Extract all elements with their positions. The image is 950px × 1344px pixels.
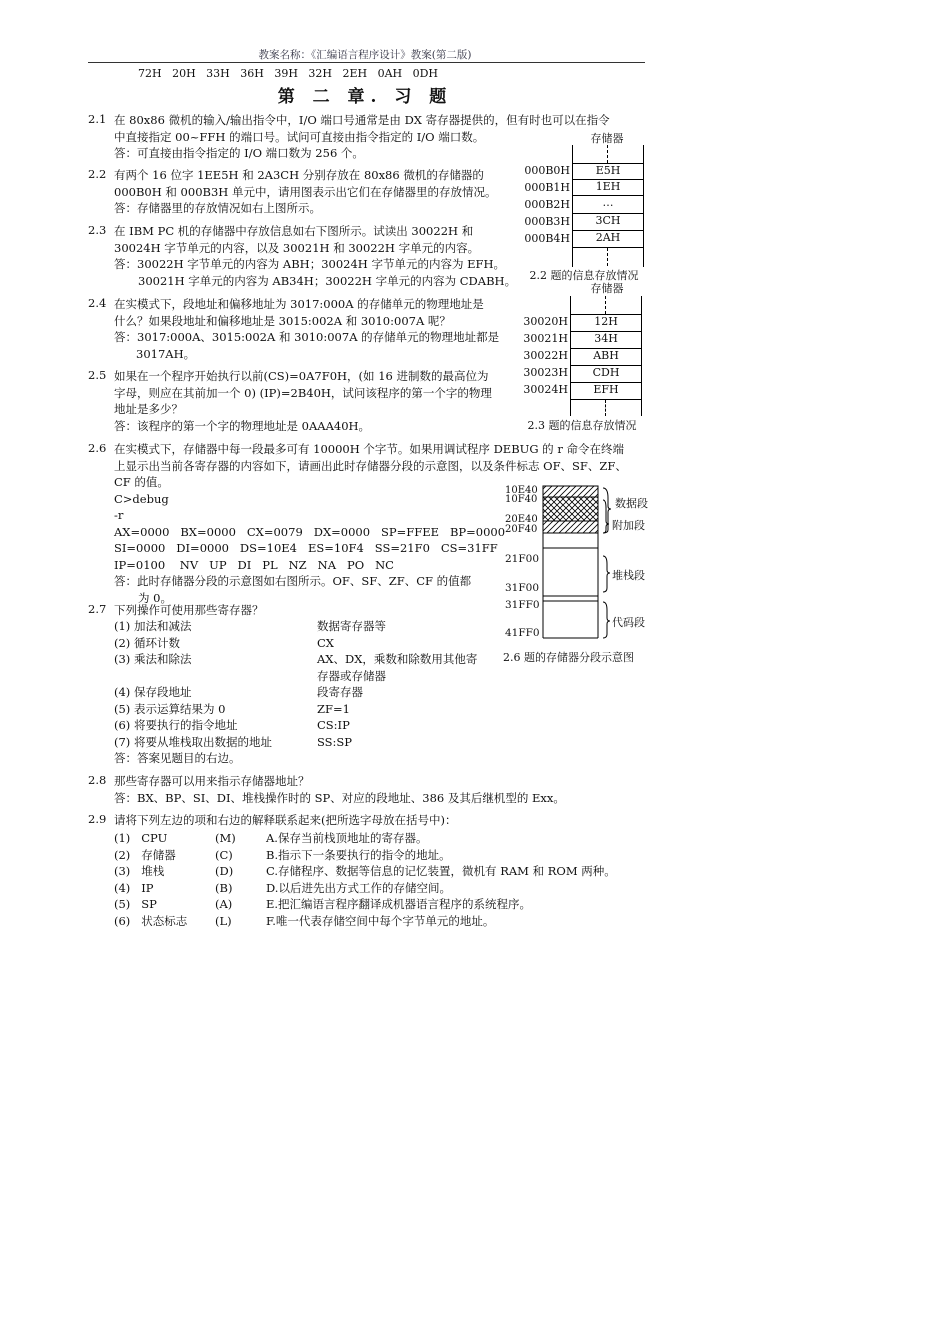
q2-1-text [114,112,610,162]
q2-6-cmd-debug: C>debug [114,491,169,506]
q2-5-answer: 答：该程序的第一个字的物理地址是 0AAA40H。 [114,418,371,433]
fig22-memory [572,145,644,267]
q2-8-text [114,773,565,806]
fig22-addr: 000B1H [524,181,570,194]
fig23-addr: 30021H [523,332,568,345]
q2-9-row [114,896,616,913]
q2-4-answer1: 答：3017:000A、3015:002A 和 3010:007A 的存储单元的物理地址都是 [114,330,500,344]
q2-1-number: 2.1 [88,112,107,126]
q2-1-line2: 中直接指定 00~FFH 的端口号。试问可直接由指令指定的 I/O 端口数。 [114,129,485,144]
fig22-caption: 2.2 题的信息存放情况 [529,269,639,282]
q2-9-term: (4) IP [114,880,154,895]
q2-7-operation: (2) 循环计数 [114,635,180,650]
fig26-addr: 41FF0 [505,627,540,639]
q2-3-line1: 在 IBM PC 机的存储器中存放信息如右下图所示。试读出 30022H 和 [114,224,474,238]
q2-5-line3: 地址是多少？ [114,402,183,416]
q2-6-line3: CF 的值。 [114,475,169,489]
fig22-addr: 000B2H [524,198,570,211]
q2-7-operation: (7) 将要从堆栈取出数据的地址 [114,734,272,749]
q2-6-flags-line: IP=0100 NV UP DI PL NZ NA PO NC [114,557,394,572]
q2-8-number: 2.8 [88,773,107,787]
q2-6-regs-line1: AX=0000 BX=0000 CX=0079 DX=0000 SP=FFEE BP=0000 [114,524,506,539]
q2-4-answer2: 3017AH。 [136,346,196,361]
fig26-data-top [543,486,598,497]
q2-8-answer: 答：BX、BP、SI、DI、堆栈操作时的 SP、对应的段地址、386 及其后继机型的 Exx。 [114,790,565,805]
chapter-title: 第 二 章. 习 题 [277,87,453,107]
q2-7-question: 下列操作可使用那些寄存器？ [114,603,264,617]
q2-7-row [114,717,477,734]
q2-2-line1: 有两个 16 位字 1EE5H 和 2A3CH 分别存放在 80x86 微机的存储器的 [114,168,484,182]
page-header: 教案名称：《汇编语言程序设计》教案(第二版) [258,49,472,61]
q2-9-definition: A.保存当前栈顶地址的寄存器。 [266,831,428,845]
q2-9-choice: (D) [215,864,234,878]
q2-9-table [114,830,616,929]
q2-7-answer: 答：答案见题目的右边。 [114,751,241,765]
q2-6-regs-line2: SI=0000 DI=0000 DS=10E4 ES=10F4 SS=21F0 CS=31FF [114,541,498,555]
q2-9-definition: D.以后进先出方式工作的存储空间。 [266,880,451,895]
q2-7-row [114,618,477,635]
q2-7-registers: 存器或存储器 [317,668,386,683]
fig26-seg-extra: 附加段 [612,519,645,532]
fig23-dash-bottom [605,400,606,416]
fig26-addr: 10E40 [505,485,538,496]
fig23-cell: CDH [571,365,641,382]
q2-9-question: 请将下列左边的项和右边的解释联系起来(把所选字母放在括号中)： [114,813,457,827]
q2-7-row [114,635,477,652]
q2-9-row [114,913,616,930]
q2-4-text [114,296,499,362]
fig23-addr: 30024H [523,383,568,396]
q2-5-line1: 如果在一个程序开始执行以前(CS)=0A7F0H，(如 16 进制数的最高位为 [114,369,489,383]
fig26-brace-code [603,602,610,638]
q2-5-text [114,368,492,434]
fig23-addr: 30020H [523,315,568,328]
q2-9-definition: F.唯一代表存储空间中每个字节单元的地址。 [266,913,495,928]
q2-3-text [114,223,516,289]
q2-3-number: 2.3 [88,223,107,237]
q2-9-choice: (C) [215,847,233,862]
q2-9-term: (3) 堆栈 [114,864,165,878]
q2-9-number: 2.9 [88,812,107,826]
q2-4-number: 2.4 [88,296,107,310]
fig26-seg-data: 数据段 [615,497,648,510]
fig23-label: 存储器 [590,282,624,295]
q2-7-number: 2.7 [88,602,107,616]
q2-9-choice: (B) [215,880,233,895]
q2-7-row [114,651,477,668]
q2-9-definition: B.指示下一条要执行的指令的地址。 [266,847,451,862]
q2-6-cmd-r: -r [114,508,124,522]
q2-7-row [114,684,477,701]
fig22-addr: 000B3H [524,215,570,228]
q2-7-registers: CS:IP [317,718,350,732]
q2-9-term: (1) CPU [114,831,168,845]
q2-7-registers: 段寄存器 [317,685,363,699]
fig22-cell: … [573,195,643,212]
fig26-addr: 10F40 [505,494,538,505]
fig22-addr: 000B4H [524,232,570,245]
q2-9-row [114,863,616,880]
q2-7-operation: (1) 加法和减法 [114,619,192,633]
q2-9-row [114,880,616,897]
q2-7-registers: ZF=1 [317,701,350,716]
fig22-cell: E5H [573,163,643,180]
fig26-caption: 2.6 题的存储器分段示意图 [503,651,634,664]
q2-9-row [114,830,616,847]
fig22-cell: 3CH [573,213,643,230]
fig23-cell: 12H [571,314,641,331]
fig26-addr: 31FF0 [505,599,540,611]
q2-7-registers: SS:SP [317,734,353,749]
fig23-cell: EFH [571,382,641,400]
q2-9-choice: (A) [215,897,233,911]
q2-1-answer: 答：可直接由指令指定的 I/O 端口数为 256 个。 [114,146,364,160]
q2-9-term: (2) 存储器 [114,847,176,862]
q2-1-line1: 在 80x86 微机的输入/输出指令中，I/O 端口号通常是由 DX 寄存器提供的，但有时也可以在指令 [114,113,610,127]
q2-7-operation: (5) 表示运算结果为 0 [114,701,226,716]
fig23-caption: 2.3 题的信息存放情况 [527,419,637,432]
q2-5-line2: 字母，则应在其前加一个 0) (IP)=2B40H，试问该程序的第一个字的物理 [114,385,492,400]
fig26-addr: 21F00 [505,553,540,565]
fig22-addr: 000B0H [524,164,570,177]
q2-9-definition: C.存储程序、数据等信息的记忆装置，微机有 RAM 和 ROM 两种。 [266,864,616,878]
q2-7-operation: (4) 保存段地址 [114,685,192,699]
fig23-cell: 34H [571,331,641,348]
fig23-cell: ABH [571,348,641,365]
q2-7-table [114,618,477,750]
fig22-dash-bottom [607,248,608,266]
fig22-label: 存储器 [590,132,624,145]
q2-6-answer2: 为 0。 [138,590,172,605]
fig23-addr: 30022H [523,349,568,362]
q2-3-line2: 30024H 字节单元的内容，以及 30021H 和 30022H 字单元的内容。 [114,240,480,255]
q2-7-registers: 数据寄存器等 [317,619,386,633]
q2-6-answer1: 答：此时存储器分段的示意图如右图所示。OF、SF、ZF、CF 的值都 [114,574,472,588]
q2-6-line2: 上显示出当前各寄存器的内容如下，请画出此时存储器分段的示意图，以及条件标志 OF、SF、ZF、 [114,458,627,473]
q2-7-registers: CX [317,635,334,650]
q2-9-term: (6) 状态标志 [114,913,188,928]
fig26-brace-stack [603,556,610,592]
fig22-cell: 2AH [573,230,643,248]
fig26-addr: 20E40 [505,514,538,525]
q2-9-row [114,847,616,864]
q2-7-registers: AX、DX，乘数和除数用其他寄 [317,652,478,666]
fig23-addr: 30023H [523,366,568,379]
fig22-cell: 1EH [573,179,643,196]
q2-7-operation: (6) 将要执行的指令地址 [114,718,238,732]
q2-9-choice: (L) [215,913,232,928]
q2-4-line2: 什么？如果段地址和偏移地址是 3015:002A 和 3010:007A 呢？ [114,313,451,328]
q2-7-operation: (3) 乘法和除法 [114,652,192,666]
fig26-seg-code: 代码段 [612,616,645,629]
q2-5-number: 2.5 [88,368,107,382]
q2-7-operation [114,668,317,685]
q2-2-number: 2.2 [88,167,107,181]
hex-byte-line: 72H 20H 33H 36H 39H 32H 2EH 0AH 0DH [138,67,439,80]
fig23-memory [570,296,642,416]
q2-3-answer1: 答：30022H 字节单元的内容为 ABH；30024H 字节单元的内容为 EFH。 [114,257,506,271]
q2-6-number: 2.6 [88,441,107,455]
q2-2-text [114,167,496,217]
q2-7-row [114,668,477,685]
q2-2-answer: 答：存储器里的存放情况如右上图所示。 [114,201,321,215]
q2-3-answer2: 30021H 字单元的内容为 AB34H；30022H 字单元的内容为 CDABH。 [138,273,517,288]
q2-7-row [114,701,477,718]
header-rule [88,62,645,63]
fig26-addr: 20F40 [505,524,538,535]
q2-6-line1: 在实模式下，存储器中每一段最多可有 10000H 个字节。如果用调试程序 DEBUG 的 r 命令在终端 [114,442,624,456]
q2-4-line1: 在实模式下，段地址和偏移地址为 3017:000A 的存储单元的物理地址是 [114,297,484,311]
q2-8-question: 那些寄存器可以用来指示存储器地址？ [114,774,310,788]
q2-7-row [114,734,477,751]
fig26-addr: 31F00 [505,582,540,594]
q2-9-term: (5) SP [114,897,157,911]
fig26-overlap [543,497,598,521]
q2-2-line2: 000B0H 和 000B3H 单元中，请用图表示出它们在存储器里的存放情况。 [114,184,497,199]
fig26-seg-stack: 堆栈段 [612,569,645,582]
fig26-brace-data [603,488,611,533]
fig26-extra-bottom [543,521,598,533]
q2-9-choice: (M) [215,831,236,845]
q2-9-definition: E.把汇编语言程序翻译成机器语言程序的系统程序。 [266,897,532,911]
